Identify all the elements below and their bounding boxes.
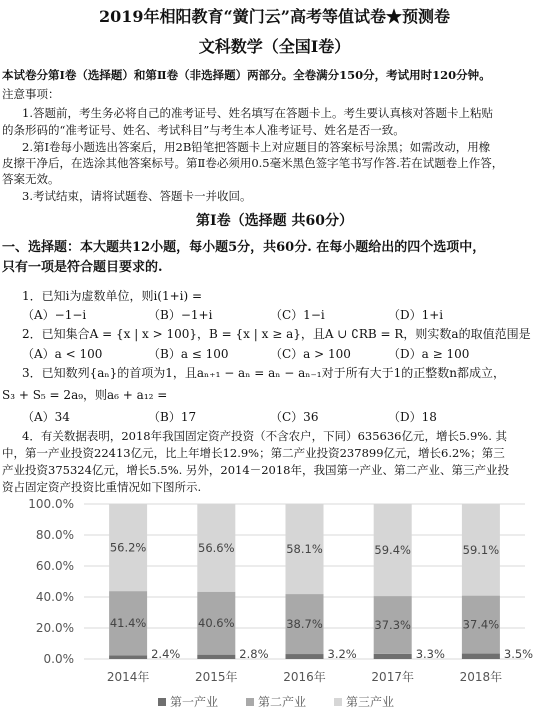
note-1-line-1: 1.答题前，考生务必将自己的准考证号、姓名填写在答题卡上。考生要认真核对答题卡上粘贴 [22, 106, 493, 120]
q2-option-a: （A）a < 100 [22, 347, 103, 361]
note-2-line-1: 2.第Ⅰ卷每小题选出答案后，用2B铅笔把答题卡上对应题目的答案标号涂黑；如需改动，用橡 [22, 140, 491, 154]
x-tick-label: 2015年 [195, 670, 238, 684]
legend-label: 第三产业 [346, 695, 395, 709]
part-1-heading: 第Ⅰ卷（选择题 共60分） [196, 213, 353, 229]
y-tick-label: 100.0% [28, 497, 74, 511]
x-tick-label: 2014年 [106, 670, 150, 684]
q1-option-b: （B）−1+i [148, 308, 213, 322]
bar-1-4 [374, 654, 412, 659]
q3-option-c: （C）36 [270, 410, 319, 424]
legend-label: 第二产业 [258, 695, 307, 709]
question-2-stem: 2．已知集合A = {x | x > 100}，B = {x | x ≥ a}，且A ∪ ∁RB = R，则实数a的取值范围是 [22, 327, 531, 341]
q3-option-b: （B）17 [148, 410, 197, 424]
note-3: 3.考试结束，请将试题卷、答题卡一并收回。 [22, 189, 252, 203]
note-2-line-2: 皮擦干净后，在选涂其他答案标号。第Ⅱ卷必须用0.5毫米黑色签字笔书写作答.若在试题卷上作答， [2, 156, 504, 170]
data-label: 59.4% [374, 543, 411, 558]
note-2-line-3: 答案无效。 [2, 172, 60, 186]
notes-title: 注意事项： [2, 87, 60, 101]
exam-summary: 本试卷分第Ⅰ卷（选择题）和第Ⅱ卷（非选择题）两部分。全卷满分150分，考试用时120分钟。 [2, 68, 491, 82]
y-tick-label: 0.0% [43, 652, 74, 666]
section-instructions-line-2: 只有一项是符合题目要求的. [2, 260, 163, 275]
data-label: 3.3% [415, 647, 445, 661]
q3-option-d: （D）18 [388, 410, 437, 424]
legend-swatch [334, 698, 342, 706]
data-label: 58.1% [286, 542, 323, 557]
investment-share-chart [0, 494, 549, 716]
bar-1-3 [286, 654, 324, 659]
x-tick-label: 2017年 [371, 670, 414, 684]
legend-swatch [158, 698, 166, 706]
q2-option-d: （D）a ≥ 100 [388, 347, 470, 361]
question-1-stem: 1．已知i为虚数单位，则i(1+i) = [22, 289, 203, 303]
question-4-line-4: 资占固定资产投资比重情况如下图所示. [2, 480, 202, 494]
data-label: 3.2% [327, 647, 357, 661]
legend-label: 第一产业 [170, 695, 219, 709]
data-label: 3.5% [503, 647, 534, 661]
section-instructions-line-1: 一、选择题：本大题共12小题，每小题5分，共60分. 在每小题给出的四个选项中， [2, 240, 486, 255]
y-tick-label: 80.0% [35, 528, 74, 542]
data-label: 38.7% [286, 617, 323, 632]
question-3-stem: 3．已知数列{aₙ}的首项为1，且aₙ₊₁ − aₙ = aₙ − aₙ₋₁对于所有大于1的正整数n都成立， [22, 366, 505, 380]
data-label: 2.4% [151, 647, 181, 661]
data-label: 40.6% [198, 616, 235, 631]
x-tick-label: 2016年 [283, 670, 326, 684]
question-4-line-3: 产业投资375324亿元，增长5.5%. 另外，2014－2018年，我国第一产业、第二产业、第三产业投 [2, 463, 509, 477]
q1-option-a: （A）−1−i [22, 308, 87, 322]
q3-option-a: （A）34 [22, 410, 70, 424]
question-4-line-1: 4．有关数据表明，2018年我国固定资产投资（不含农户，下同）635636亿元，增长5.9%. 其 [22, 429, 508, 443]
legend-swatch [246, 698, 254, 706]
x-tick-label: 2018年 [459, 670, 503, 684]
question-3-stem-2: S₃ + S₅ = 2a₉，则a₆ + a₁₂ = [2, 388, 168, 402]
data-label: 41.4% [109, 616, 147, 631]
bar-1-5 [462, 654, 500, 659]
note-1-line-2: 的条形码的“准考证号、姓名、考试科目”与考生本人准考证号、姓名是否一致。 [2, 123, 405, 137]
y-tick-label: 40.0% [35, 590, 74, 604]
q1-option-c: （C）1−i [270, 308, 325, 322]
data-label: 56.6% [198, 540, 235, 555]
q1-option-d: （D）1+i [388, 308, 444, 322]
bar-1-2 [197, 655, 235, 659]
exam-title: 2019年相阳教育“黉门云”高考等值试卷★预测卷 [99, 7, 450, 26]
question-4-line-2: 中，第一产业投资22413亿元，比上年增长12.9%；第二产业投资237899亿元，增长6.2%；第三 [2, 446, 505, 460]
y-tick-label: 60.0% [35, 559, 74, 573]
data-label: 37.3% [374, 617, 411, 632]
y-tick-label: 20.0% [35, 621, 74, 635]
data-label: 2.8% [239, 647, 269, 661]
q2-option-c: （C）a > 100 [270, 347, 351, 361]
q2-option-b: （B）a ≤ 100 [148, 347, 229, 361]
data-label: 59.1% [462, 542, 500, 557]
bar-1-1 [109, 655, 147, 659]
data-label: 37.4% [462, 617, 500, 632]
data-label: 56.2% [109, 540, 147, 555]
exam-subtitle: 文科数学（全国Ⅰ卷） [198, 37, 351, 56]
